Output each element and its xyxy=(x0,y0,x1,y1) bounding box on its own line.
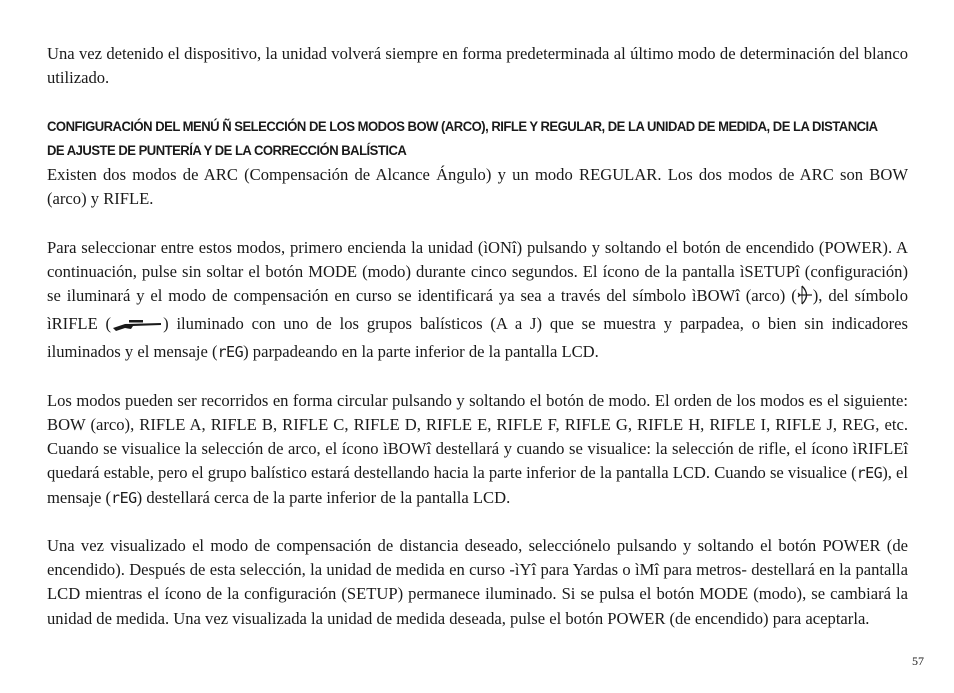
lcd-reg-label: rEG xyxy=(111,488,137,507)
lcd-reg-label: rEG xyxy=(217,343,244,362)
paragraph-select-modes xyxy=(47,236,908,365)
lcd-reg-label: rEG xyxy=(856,464,883,483)
text-run: ) destellará cerca de la parte inferior de la pantalla LCD. xyxy=(136,487,511,507)
text-run: Para seleccionar entre estos modos, primero encienda la unidad (ìONî) pulsando y soltando el botón de encendido (POWER). A continuación, pulse sin soltar el botón MODE (modo) durante cinco segundos. El ícono de la pantalla ìSETUPî (configuración) se iluminará y el modo de compensación en curso se identificará ya sea a través del símbolo ìBOWî (arco) ( xyxy=(47,237,908,305)
text-run: ), del símbolo ìRIFLE ( xyxy=(47,286,908,334)
paragraph-unit-select: Una vez visualizado el modo de compensación de distancia deseado, selecciónelo pulsando y soltando el botón POWER (de encendido). Después de esta selección, la unidad de medida en curso -ìYî para Yardas o ìMî para metros- destellará en la pantalla LCD mientras el ícono de la configuración (SETUP) permanece iluminado. Si se pulsa el botón MODE (modo), se cambiará la unidad de medida. Una vez visualizada la unidad de medida deseada, pulse el botón POWER (de encendido) para aceptarla. xyxy=(47,536,908,628)
text-run: ), el mensaje ( xyxy=(47,463,908,507)
heading-line-2: DE AJUSTE DE PUNTERÍA Y DE LA CORRECCIÓN BALÍSTICA xyxy=(47,142,407,159)
paragraph-intro: Una vez detenido el dispositivo, la unidad volverá siempre en forma predeterminada al último modo de determinación del blanco utilizado. xyxy=(47,44,908,88)
heading-line-1: CONFIGURACIÓN DEL MENÚ Ñ SELECCIÓN DE LOS MODOS BOW (ARCO), RIFLE Y REGULAR, DE LA UNIDAD DE MEDIDA, DE LA DISTANCIA xyxy=(47,118,878,135)
text-run: Los modos pueden ser recorridos en forma circular pulsando y soltando el botón de modo. El orden de los modos es el siguiente: BOW (arco), RIFLE A, RIFLE B, RIFLE C, RIFLE D, RIFLE E, RIFLE F, RIFLE G, RIFLE H, RIFLE I, RIFLE J, REG, etc. Cuando se visualice la selección de arco, el ícono ìBOWî destellará y cuando se visualice: la selección de rifle, el ícono ìRIFLEî quedará estable, pero el grupo balístico estará destellando hacia la parte inferior de la pantalla LCD. Cuando se visualice ( xyxy=(47,390,908,483)
bow-icon xyxy=(797,285,813,312)
section-heading xyxy=(47,115,912,163)
document-body xyxy=(47,42,908,631)
page-number: 57 xyxy=(912,654,924,668)
text-run: ) parpadeando en la parte inferior de la pantalla LCD. xyxy=(243,342,599,362)
paragraph-arc-modes: Existen dos modos de ARC (Compensación de Alcance Ángulo) y un modo REGULAR. Los dos modos de ARC son BOW (arco) y RIFLE. xyxy=(47,165,908,209)
paragraph-cycle-modes xyxy=(47,389,908,510)
rifle-icon xyxy=(111,316,163,340)
text-run: ) iluminado con uno de los grupos balísticos (A a J) que se muestra y parpadea, o bien sin indicadores iluminados y el mensaje ( xyxy=(47,314,908,362)
